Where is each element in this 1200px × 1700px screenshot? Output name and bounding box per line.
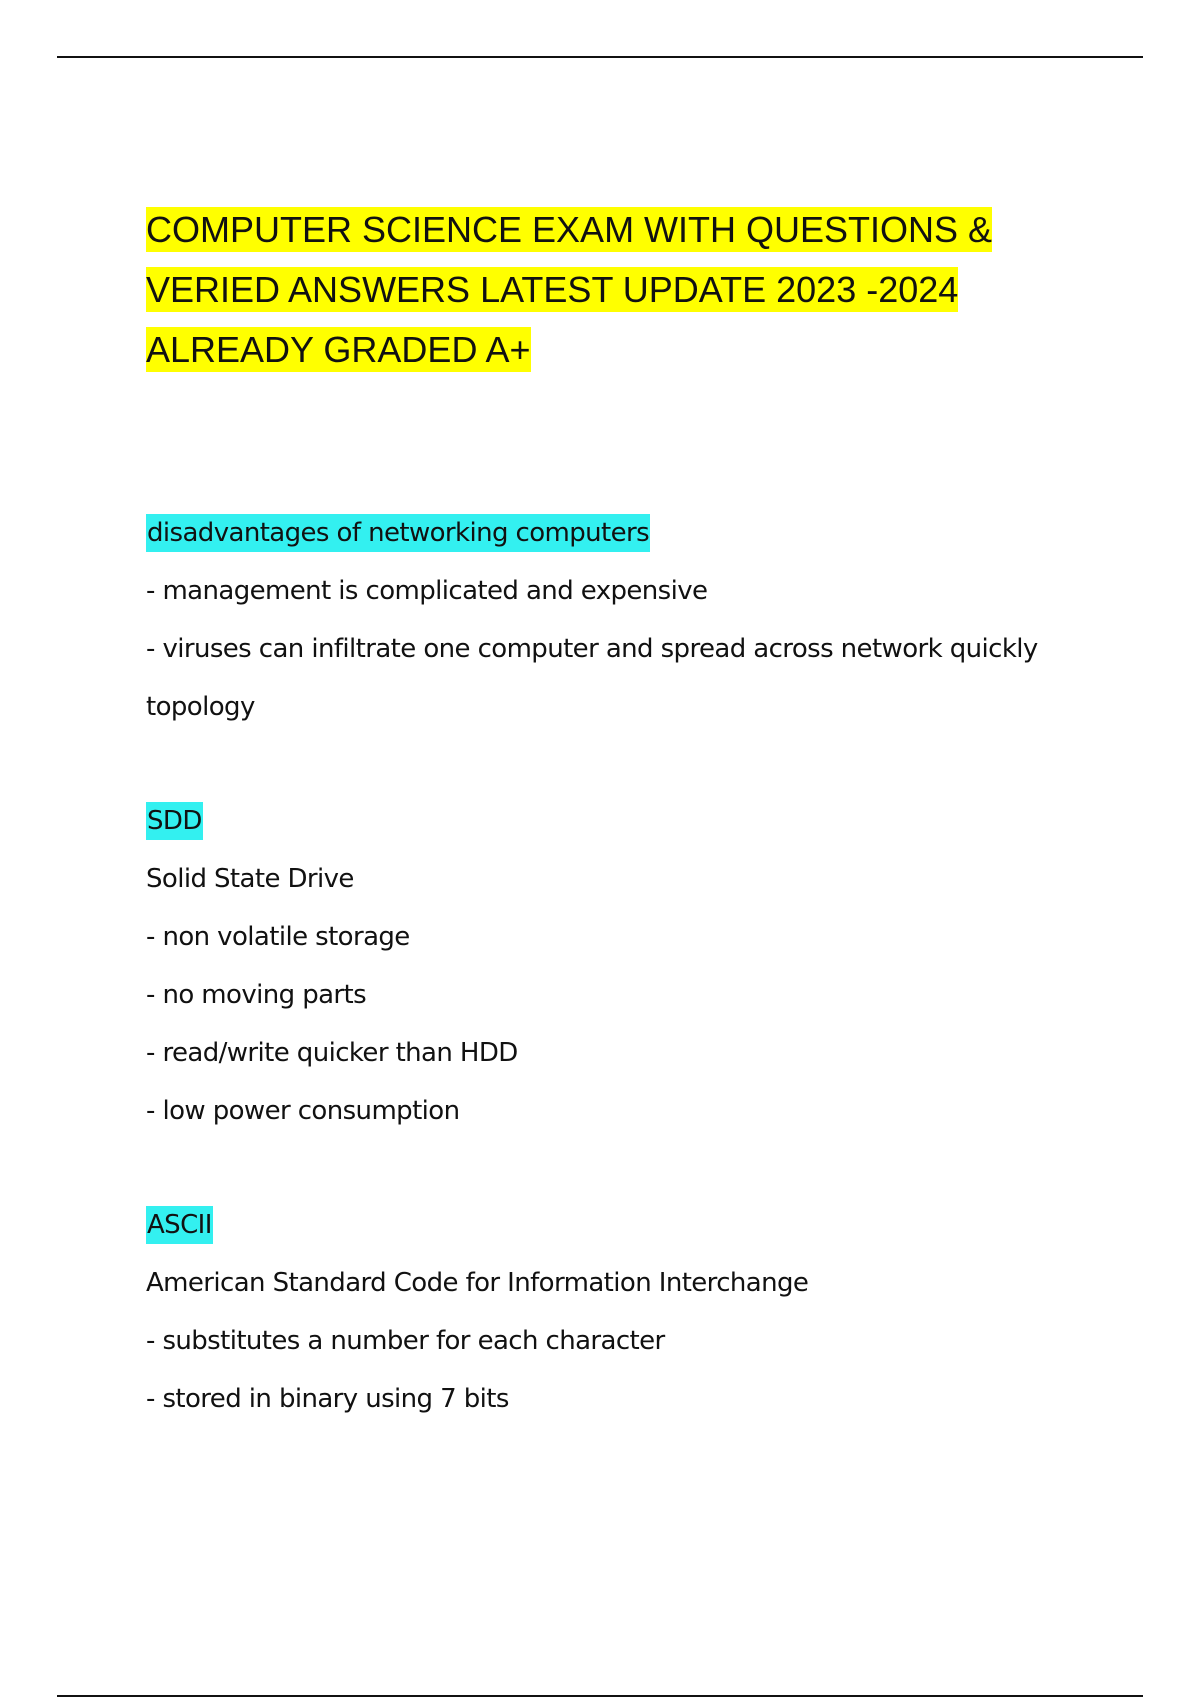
top-rule	[57, 56, 1143, 58]
definition-line: - stored in binary using 7 bits	[146, 1384, 509, 1414]
flashcard-list	[146, 509, 1126, 1433]
definition-line: - low power consumption	[146, 1096, 460, 1126]
title-line-3: ALREADY GRADED A+	[146, 329, 531, 370]
bottom-rule	[57, 1695, 1143, 1697]
entry-ascii	[146, 1201, 1126, 1433]
definition-line: topology	[146, 692, 255, 722]
definition-line: - non volatile storage	[146, 922, 410, 952]
title-line-2: VERIED ANSWERS LATEST UPDATE 2023 -2024	[146, 269, 959, 310]
definition-line: - no moving parts	[146, 980, 367, 1010]
term-ascii: ASCII	[146, 1206, 213, 1244]
definition-line: - management is complicated and expensive	[146, 576, 708, 606]
title-line-1: COMPUTER SCIENCE EXAM WITH QUESTIONS &	[146, 209, 993, 250]
term-sdd: SDD	[146, 802, 203, 840]
definition-line: American Standard Code for Information Interchange	[146, 1268, 809, 1298]
document-title	[146, 200, 1046, 380]
definition-line: - substitutes a number for each character	[146, 1326, 665, 1356]
definition-line: - read/write quicker than HDD	[146, 1038, 518, 1068]
definition-line: - viruses can infiltrate one computer and spread across network quickly	[146, 634, 1038, 664]
entry-sdd	[146, 797, 1126, 1145]
entry-networking-disadvantages	[146, 509, 1126, 741]
definition-line: Solid State Drive	[146, 864, 354, 894]
term-networking-disadvantages: disadvantages of networking computers	[146, 514, 650, 552]
